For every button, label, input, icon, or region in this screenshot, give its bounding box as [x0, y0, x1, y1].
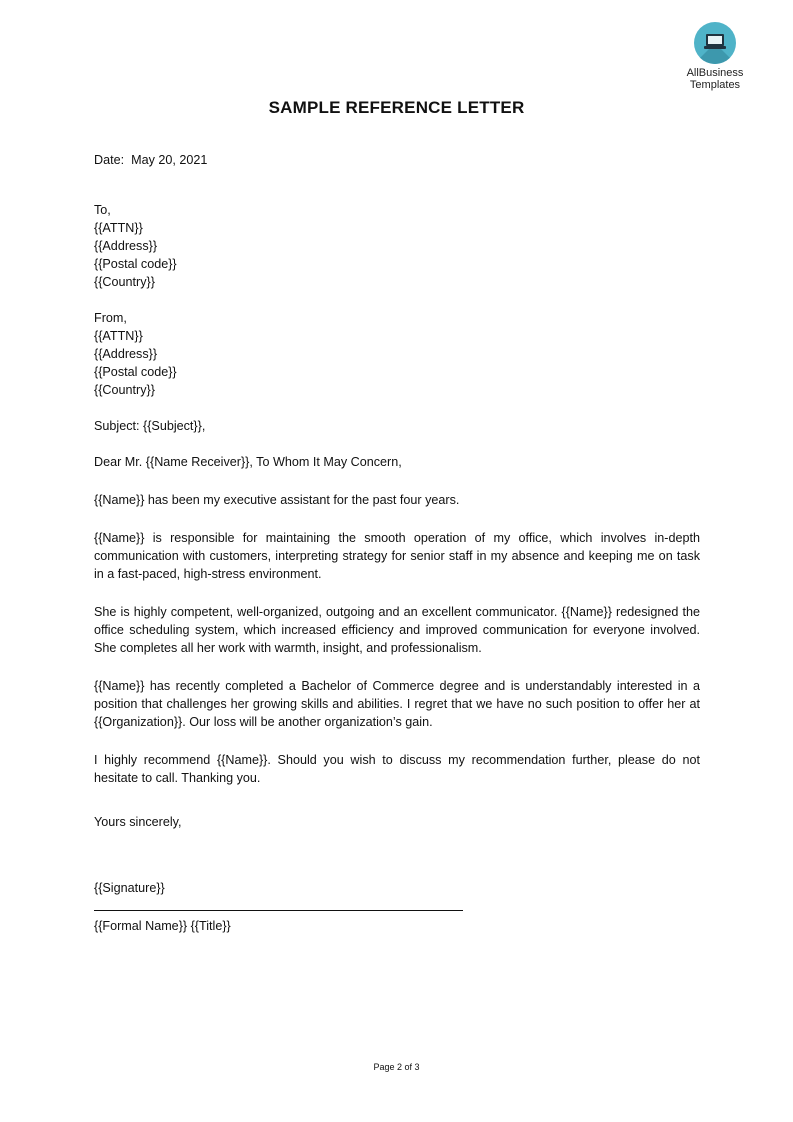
formal-name: {{Formal Name}} {{Title}} — [94, 919, 231, 933]
paragraph-5: I highly recommend {{Name}}. Should you wish to discuss my recommendation further, please do not hesitate to call. Thanking you. — [94, 753, 700, 785]
address-line: {{Postal code}} — [94, 257, 177, 271]
address-line: {{Postal code}} — [94, 365, 177, 379]
paragraph-4: {{Name}} has recently completed a Bachelor of Commerce degree and is understandably interested in a position that challenges her growing skills and abilities. I regret that we have no such position to offer her at {{Organization}}. Our loss will be another organization’s gain. — [94, 679, 700, 729]
from-address-block — [94, 309, 700, 399]
address-line: {{Country}} — [94, 275, 155, 289]
letter-body — [94, 151, 700, 935]
to-address-block — [94, 201, 700, 291]
closing: Yours sincerely, — [94, 815, 182, 829]
paragraph-2: {{Name}} is responsible for maintaining the smooth operation of my office, which involves in-depth communication with customers, interpreting strategy for senior staff in my absence and keeping me on task in a fast-paced, high-stress environment. — [94, 531, 700, 581]
paragraph-1: {{Name}} has been my executive assistant for the past four years. — [94, 493, 460, 507]
page-title: SAMPLE REFERENCE LETTER — [268, 98, 525, 117]
signature-placeholder: {{Signature}} — [94, 881, 165, 895]
subject-line: Subject: {{Subject}}, — [94, 419, 206, 433]
paragraph-3: She is highly competent, well-organized, outgoing and an excellent communicator. {{Name}} redesigned the office scheduling system, which increased efficiency and improved communication for everyone involved. She completes all her work with warmth, insight, and professionalism. — [94, 605, 700, 655]
logo-line-1: AllBusiness — [686, 67, 744, 79]
address-line: {{Address}} — [94, 347, 158, 361]
address-line: To, — [94, 203, 111, 217]
address-line: {{ATTN}} — [94, 221, 143, 235]
address-line: {{ATTN}} — [94, 329, 143, 343]
company-logo — [682, 22, 748, 91]
page-footer: Page 2 of 3 — [373, 1062, 420, 1072]
laptop-logo-icon — [694, 22, 736, 64]
address-line: From, — [94, 311, 127, 325]
logo-line-2: Templates — [689, 79, 741, 91]
address-line: {{Country}} — [94, 383, 155, 397]
address-line: {{Address}} — [94, 239, 158, 253]
signature-line — [94, 910, 463, 911]
date-line: Date: May 20, 2021 — [94, 153, 208, 167]
salutation: Dear Mr. {{Name Receiver}}, To Whom It May Concern, — [94, 455, 402, 469]
logo-text — [682, 67, 748, 91]
